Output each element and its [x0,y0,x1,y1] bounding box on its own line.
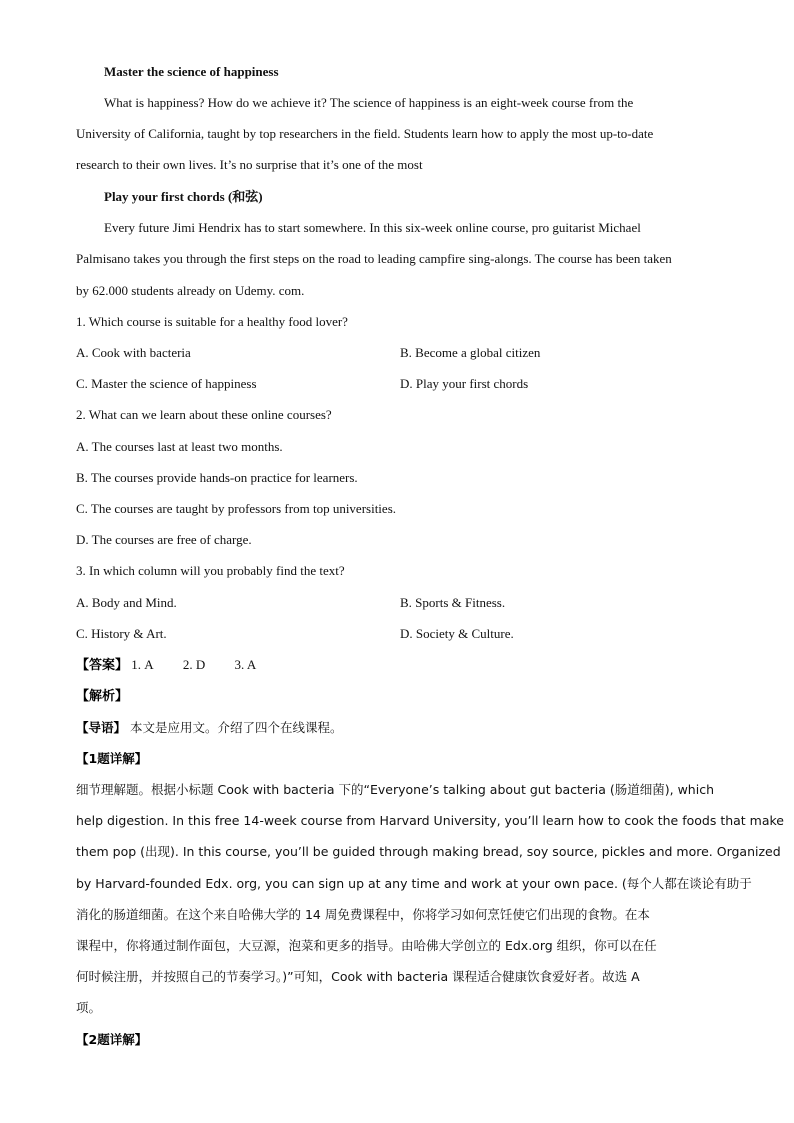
question-stem: 3. In which column will you probably find the text? [76,563,345,578]
analysis-line: by Harvard-founded Edx. org, you can sign up at any time and work at your own pace. (每个人都在谈论有助于 [76,876,752,891]
answer-line [76,655,726,676]
paragraph-line: research to their own lives. It’s no surprise that it’s one of the most [76,157,423,172]
analysis-line: 细节理解题。根据小标题 Cook with bacteria 下的“Everyone’s talking about gut bacteria (肠道细菌), which [76,782,714,797]
option-c: C. Master the science of happiness [76,376,257,391]
option-c: C. The courses are taught by professors from top universities. [76,501,396,516]
q1-detail-label: 【1题详解】 [76,751,148,766]
option-a: A. Cook with bacteria [76,345,191,360]
option-b: B. Sports & Fitness. [400,595,506,610]
option-b: B. The courses provide hands-on practice for learners. [76,470,358,485]
analysis-line: 项。 [76,1000,102,1015]
analysis-label: 【解析】 [76,689,129,704]
option-c: C. History & Art. [76,626,167,641]
analysis-line: help digestion. In this free 14-week course from Harvard University, you’ll learn how to cook the foods that make [76,813,785,828]
guide-label: 【导语】 [76,720,127,735]
q2-detail-label: 【2题详解】 [76,1032,148,1047]
answer-item: 1. A [131,657,154,672]
option-a: A. The courses last at least two months. [76,439,283,454]
analysis-line: 何时候注册，并按照自己的节奏学习。)”可知，Cook with bacteria 课程适合健康饮食爱好者。故选 A [76,969,640,984]
answer-item: 3. A [234,657,257,672]
option-d: D. The courses are free of charge. [76,532,252,547]
paragraph-line: What is happiness? How do we achieve it? The science of happiness is an eight-week course from the [104,95,634,110]
answer-item: 2. D [182,657,206,672]
question-stem: 2. What can we learn about these online courses? [76,407,332,422]
paragraph-line: by 62.000 students already on Udemy. com. [76,283,305,298]
answer-label: 【答案】 [76,658,129,673]
option-b: B. Become a global citizen [400,345,541,360]
heading-chords: Play your first chords (和弦) [104,189,263,204]
analysis-line: 消化的肠道细菌。在这个来自哈佛大学的 14 周免费课程中，你将学习如何烹饪使它们出现的食物。在本 [76,907,650,922]
analysis-line: 课程中，你将通过制作面包，大豆源，泡菜和更多的指导。由哈佛大学创立的 Edx.org 组织，你可以在任 [76,938,657,953]
question-stem: 1. Which course is suitable for a healthy food lover? [76,314,348,329]
paragraph-line: Every future Jimi Hendrix has to start somewhere. In this six-week online course, pro guitarist Michael [104,220,641,235]
option-a: A. Body and Mind. [76,595,177,610]
option-d: D. Society & Culture. [400,626,514,641]
paragraph-line: University of California, taught by top researchers in the field. Students learn how to apply the most up-to-date [76,126,654,141]
heading-happiness: Master the science of happiness [104,64,279,79]
analysis-line: them pop (出现). In this course, you’ll be guided through making bread, soy source, pickles and more. Organized [76,844,781,859]
guide-text: 本文是应用文。介绍了四个在线课程。 [130,720,343,735]
paragraph-line: Palmisano takes you through the first steps on the road to leading campfire sing-alongs. The course has been taken [76,251,672,266]
option-d: D. Play your first chords [400,376,529,391]
guide-line [76,718,726,738]
